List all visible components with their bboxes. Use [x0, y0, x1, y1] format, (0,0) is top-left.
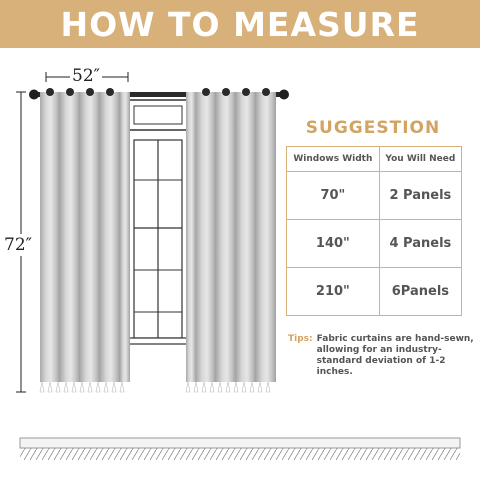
table-row [287, 220, 462, 268]
height-label: 72″ [4, 235, 32, 255]
floor [20, 438, 460, 460]
tips-note [288, 334, 478, 378]
window-width-cell: 140" [287, 220, 380, 268]
tips-label: Tips: [288, 334, 313, 344]
right-panel-tassels [186, 382, 270, 392]
left-panel-tassels [40, 382, 124, 392]
window-width-cell: 70" [287, 172, 380, 220]
right-curtain-panel [186, 88, 276, 392]
table-header-row [287, 147, 462, 172]
table-row [287, 268, 462, 316]
suggestion-title: SUGGESTION [305, 118, 441, 138]
table-row [287, 172, 462, 220]
width-label: 52″ [72, 66, 100, 86]
suggestion-table [286, 146, 462, 316]
column-header-windows-width: Windows Width [287, 147, 380, 172]
header-banner [0, 0, 480, 48]
window-width-cell: 210" [287, 268, 380, 316]
left-curtain-panel [40, 88, 130, 392]
window-frame [122, 100, 194, 344]
panels-needed-cell: 4 Panels [379, 220, 461, 268]
panels-needed-cell: 2 Panels [379, 172, 461, 220]
panels-needed-cell: 6Panels [379, 268, 461, 316]
column-header-you-will-need: You Will Need [379, 147, 461, 172]
page-title: HOW TO MEASURE [60, 4, 420, 44]
tips-text: Fabric curtains are hand-sewn, allowing for an industry-standard deviation of 1-2 inches. [316, 334, 474, 377]
